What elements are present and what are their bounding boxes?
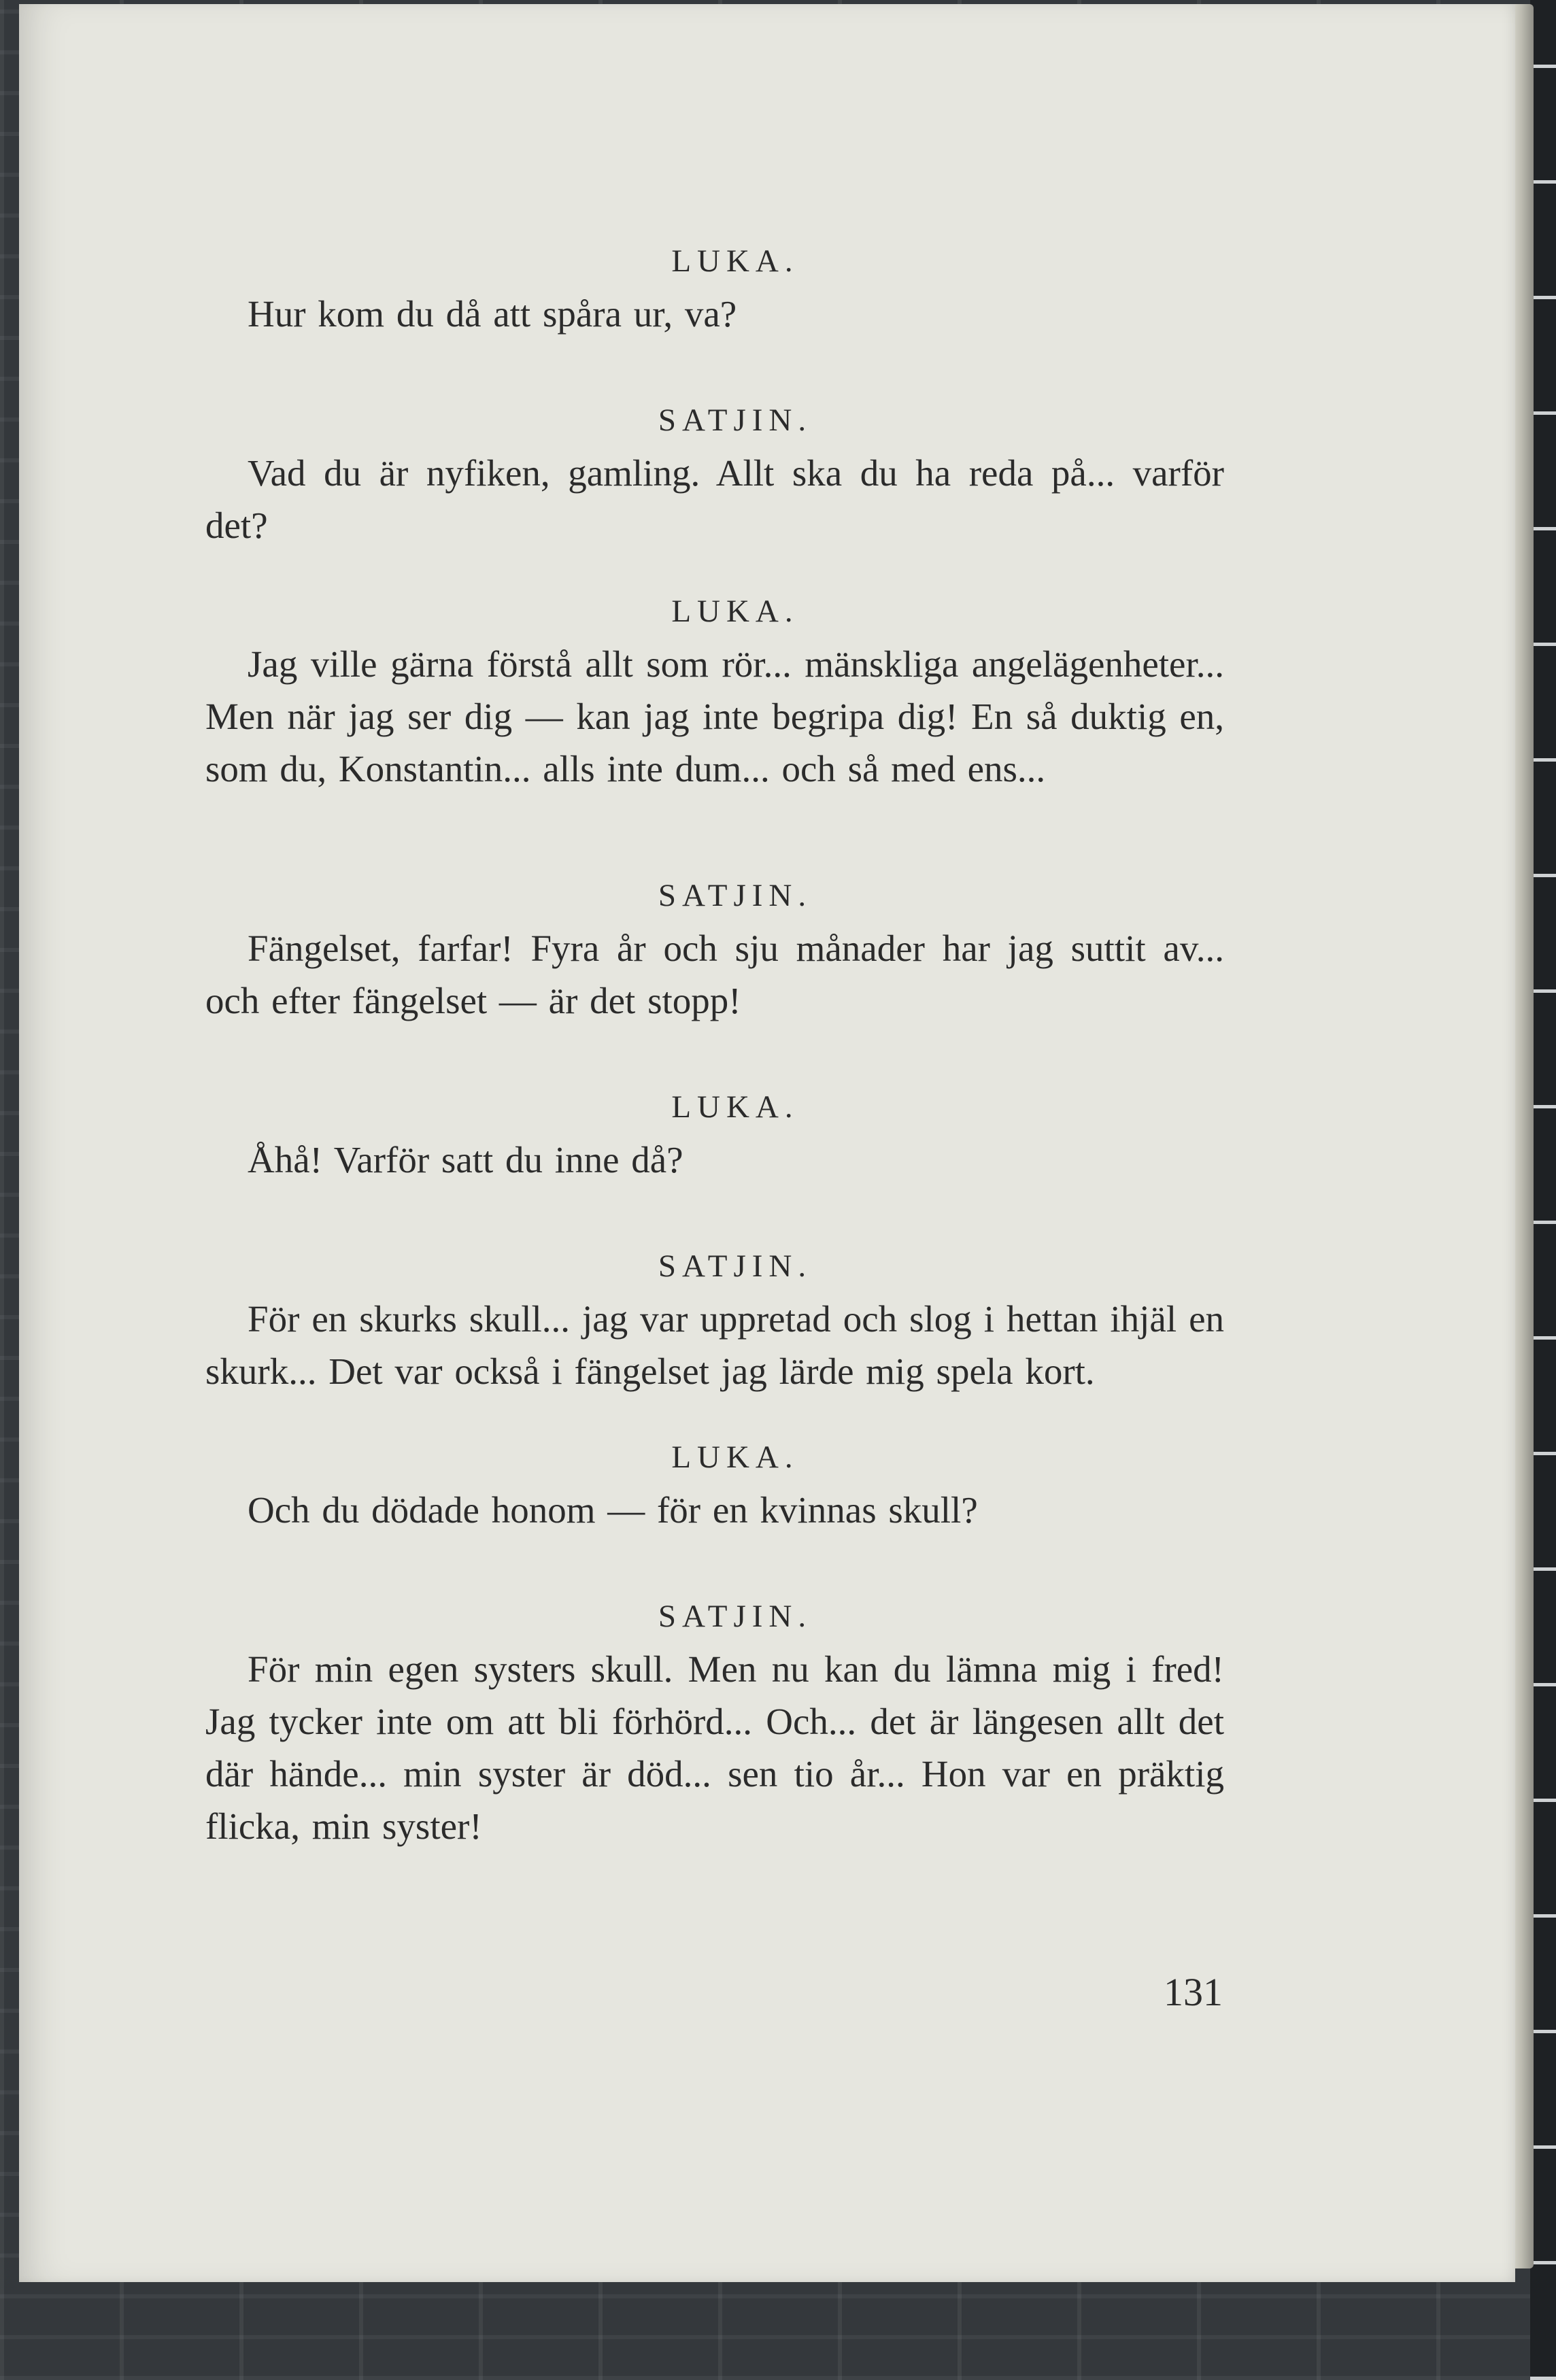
speech-text: Vad du är nyfiken, gamling. Allt ska du ha reda på... varför det? [205, 452, 1224, 546]
speaker-name: LUKA. [671, 243, 799, 279]
speech-text: Hur kom du då att spåra ur, va? [248, 293, 737, 335]
speaker-name: LUKA. [671, 1089, 799, 1125]
scanner-scale-strip [1530, 0, 1556, 2380]
spacer [205, 551, 1224, 585]
spacer [205, 795, 1224, 870]
speaker-name: LUKA. [671, 594, 799, 629]
book-page [19, 4, 1515, 2282]
spacer [205, 1536, 1224, 1591]
speaker-name: SATJIN. [658, 1599, 813, 1634]
speaker-name: SATJIN. [658, 878, 813, 913]
speech-text: För min egen systers skull. Men nu kan du lämna mig i fred! Jag tycker inte om att bli förhörd... Och... det är längesen allt det där hände... min syster är död... sen tio år... Hon var en präktig flicka, min syster! [205, 1648, 1224, 1847]
speech-text: Och du dödade honom — för en kvinnas skull? [248, 1489, 978, 1531]
spacer [205, 1186, 1224, 1240]
speaker-name: SATJIN. [658, 1248, 813, 1284]
speaker-name: LUKA. [671, 1440, 799, 1475]
dialogue-text-block [205, 235, 1224, 1852]
speech-text: Jag ville gärna förstå allt som rör... mänskliga angelägenheter... Men när jag ser dig — kan jag inte begripa dig! En så duktig en, som du, Konstantin... alls inte dum... och så med ens... [205, 643, 1224, 789]
spacer [205, 1397, 1224, 1431]
spacer [205, 1027, 1224, 1081]
speaker-name: SATJIN. [658, 403, 813, 438]
spacer [205, 340, 1224, 394]
page-number: 131 [1164, 1970, 1223, 2014]
speech-text: Fängelset, farfar! Fyra år och sju månader har jag suttit av... och efter fängelset — är det stopp! [205, 928, 1224, 1021]
speech-text: För en skurks skull... jag var uppretad och slog i hettan ihjäl en skurk... Det var också i fängelset jag lärde mig spela kort. [205, 1298, 1224, 1392]
speech-text: Åhå! Varför satt du inne då? [248, 1139, 683, 1180]
